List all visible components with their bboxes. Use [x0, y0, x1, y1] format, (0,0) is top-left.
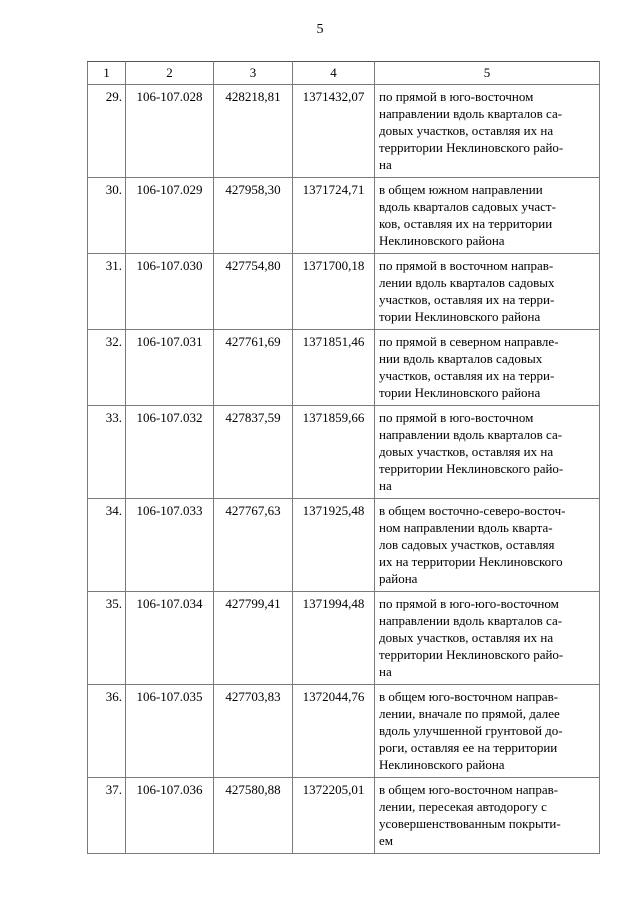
- row-number-cell: 31.: [88, 254, 126, 330]
- description-line: территории Неклиновского райо-: [379, 461, 564, 476]
- coordinate-y-cell: 1372044,76: [293, 685, 375, 778]
- header-col-y: 4: [293, 62, 375, 85]
- coordinate-x-cell: 427754,80: [214, 254, 293, 330]
- table-row: [88, 254, 600, 330]
- description-line: на: [379, 157, 392, 172]
- description-line: Неклиновского района: [379, 233, 505, 248]
- row-number-cell: 36.: [88, 685, 126, 778]
- table-header-row: [88, 62, 600, 85]
- header-col-description: 5: [375, 62, 600, 85]
- point-code-cell: 106-107.036: [126, 778, 214, 854]
- table-row: [88, 178, 600, 254]
- description-line: их на территории Неклиновского: [379, 554, 563, 569]
- row-number-cell: 33.: [88, 406, 126, 499]
- row-number-cell: 29.: [88, 85, 126, 178]
- header-col-number: 1: [88, 62, 126, 85]
- description-line: лении вдоль кварталов садовых: [379, 275, 555, 290]
- table-row: [88, 685, 600, 778]
- table-row: [88, 406, 600, 499]
- coordinate-y-cell: 1372205,01: [293, 778, 375, 854]
- row-number-cell: 37.: [88, 778, 126, 854]
- description-cell: [375, 499, 600, 592]
- description-cell: [375, 592, 600, 685]
- description-cell: [375, 406, 600, 499]
- description-line: тории Неклиновского района: [379, 309, 541, 324]
- description-line: района: [379, 571, 418, 586]
- row-number-cell: 32.: [88, 330, 126, 406]
- table-row: [88, 778, 600, 854]
- row-number-cell: 30.: [88, 178, 126, 254]
- description-cell: [375, 254, 600, 330]
- coordinate-x-cell: 427761,69: [214, 330, 293, 406]
- description-line: по прямой в северном направле-: [379, 334, 559, 349]
- coordinate-x-cell: 427799,41: [214, 592, 293, 685]
- coordinate-y-cell: 1371724,71: [293, 178, 375, 254]
- description-line: лении, пересекая автодорогу с: [379, 799, 547, 814]
- row-number-cell: 35.: [88, 592, 126, 685]
- point-code-cell: 106-107.035: [126, 685, 214, 778]
- header-col-x: 3: [214, 62, 293, 85]
- description-line: ем: [379, 833, 393, 848]
- point-code-cell: 106-107.030: [126, 254, 214, 330]
- coordinate-x-cell: 427958,30: [214, 178, 293, 254]
- description-line: на: [379, 664, 392, 679]
- header-col-code: 2: [126, 62, 214, 85]
- description-line: участков, оставляя их на терри-: [379, 368, 555, 383]
- description-line: в общем южном направлении: [379, 182, 543, 197]
- table-row: [88, 592, 600, 685]
- coordinate-y-cell: 1371700,18: [293, 254, 375, 330]
- description-cell: [375, 330, 600, 406]
- coordinate-y-cell: 1371851,46: [293, 330, 375, 406]
- description-line: вдоль улучшенной грунтовой до-: [379, 723, 563, 738]
- description-line: лении, вначале по прямой, далее: [379, 706, 560, 721]
- description-line: лов садовых участков, оставляя: [379, 537, 555, 552]
- description-line: направлении вдоль кварталов са-: [379, 613, 563, 628]
- coordinate-x-cell: 428218,81: [214, 85, 293, 178]
- description-line: по прямой в юго-юго-восточном: [379, 596, 559, 611]
- description-cell: [375, 85, 600, 178]
- description-line: ном направлении вдоль кварта-: [379, 520, 553, 535]
- boundary-table: [87, 61, 600, 854]
- coordinate-y-cell: 1371432,07: [293, 85, 375, 178]
- description-line: по прямой в восточном направ-: [379, 258, 554, 273]
- description-line: в общем юго-восточном направ-: [379, 689, 559, 704]
- description-line: довых участков, оставляя их на: [379, 444, 554, 459]
- page-number: 5: [316, 22, 324, 37]
- description-line: территории Неклиновского райо-: [379, 647, 564, 662]
- point-code-cell: 106-107.029: [126, 178, 214, 254]
- table-row: [88, 85, 600, 178]
- point-code-cell: 106-107.034: [126, 592, 214, 685]
- description-line: в общем восточно-северо-восточ-: [379, 503, 566, 518]
- description-line: направлении вдоль кварталов са-: [379, 106, 563, 121]
- coordinate-y-cell: 1371994,48: [293, 592, 375, 685]
- description-line: на: [379, 478, 392, 493]
- description-line: тории Неклиновского района: [379, 385, 541, 400]
- description-line: направлении вдоль кварталов са-: [379, 427, 563, 442]
- point-code-cell: 106-107.033: [126, 499, 214, 592]
- description-cell: [375, 685, 600, 778]
- description-line: довых участков, оставляя их на: [379, 630, 554, 645]
- description-line: в общем юго-восточном направ-: [379, 782, 559, 797]
- table-row: [88, 499, 600, 592]
- row-number-cell: 34.: [88, 499, 126, 592]
- table-row: [88, 330, 600, 406]
- description-line: участков, оставляя их на терри-: [379, 292, 555, 307]
- description-line: усовершенствованным покрыти-: [379, 816, 561, 831]
- description-line: Неклиновского района: [379, 757, 505, 772]
- point-code-cell: 106-107.028: [126, 85, 214, 178]
- description-line: по прямой в юго-восточном: [379, 410, 534, 425]
- description-line: довых участков, оставляя их на: [379, 123, 554, 138]
- description-line: нии вдоль кварталов садовых: [379, 351, 543, 366]
- description-line: по прямой в юго-восточном: [379, 89, 534, 104]
- description-cell: [375, 178, 600, 254]
- coordinate-x-cell: 427580,88: [214, 778, 293, 854]
- description-line: вдоль кварталов садовых участ-: [379, 199, 556, 214]
- point-code-cell: 106-107.031: [126, 330, 214, 406]
- description-line: роги, оставляя ее на территории: [379, 740, 558, 755]
- coordinate-y-cell: 1371925,48: [293, 499, 375, 592]
- point-code-cell: 106-107.032: [126, 406, 214, 499]
- table-body: [88, 85, 600, 854]
- coordinate-x-cell: 427837,59: [214, 406, 293, 499]
- coordinate-x-cell: 427767,63: [214, 499, 293, 592]
- coordinate-y-cell: 1371859,66: [293, 406, 375, 499]
- description-line: территории Неклиновского райо-: [379, 140, 564, 155]
- description-line: ков, оставляя их на территории: [379, 216, 553, 231]
- description-cell: [375, 778, 600, 854]
- coordinate-x-cell: 427703,83: [214, 685, 293, 778]
